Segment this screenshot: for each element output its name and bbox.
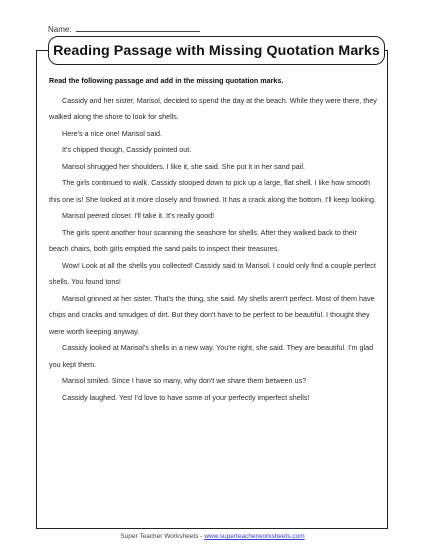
paragraph: Here's a nice one! Marisol said. [62,128,163,138]
paragraph: Marisol smiled. Since I have so many, why don't we share them between us? [62,376,307,385]
paragraph: Cassidy laughed. Yes! I'd love to have some of your perfectly imperfect shells! [62,392,310,402]
footer-brand: Super Teacher Worksheets [120,533,199,540]
paragraph: Cassidy looked at Marisol's shells in a new way. You're right, she said. They are beautiful. I'm glad you kept them. [49,343,374,369]
name-blank-line[interactable] [76,23,200,32]
name-label: Name: [48,25,72,34]
paragraph: It's chipped though, Cassidy pointed out. [62,145,192,154]
title-banner [48,36,385,65]
name-field [48,23,200,34]
paragraph: Marisol shrugged her shoulders. I like it, she said. She put it in her sand pail. [62,161,305,171]
page-title: Reading Passage with Missing Quotation Marks [53,42,380,59]
instructions: Read the following passage and add in the missing quotation marks. [49,76,284,85]
footer-link[interactable]: www.superteacherworksheets.com [204,533,305,540]
paragraph: Cassidy and her sister, Marisol, decided to spend the day at the beach. While they were there, they walked along the shore to look for shells. [49,95,377,121]
footer [0,533,425,540]
paragraph: The girls spent another hour scanning the seashore for shells. After they walked back to their beach chairs, both girls emptied the sand pails to inspect their treasures. [49,227,357,253]
paragraph: Wow! Look at all the shells you collected! Cassidy said to Marisol. I could only find a couple perfect shells. You found tons! [49,260,376,286]
paragraph: The girls continued to walk. Cassidy stooped down to pick up a large, flat shell. I like how smooth this one is! She looked at it more closely and frowned. It has a crack along the bottom. I'll keep looking. [49,178,376,204]
paragraph: Marisol peered closer. I'll take it. It's really good! [62,211,215,220]
paragraph: Marisol grinned at her sister. That's the thing, she said. My shells aren't perfect. Most of them have chips and cracks and smudges of dirt. But they don't have to be perfect to be beautiful. I thought they were worth keeping anyway. [49,293,375,336]
footer-separator: - [198,533,205,540]
passage-frame [36,50,388,529]
